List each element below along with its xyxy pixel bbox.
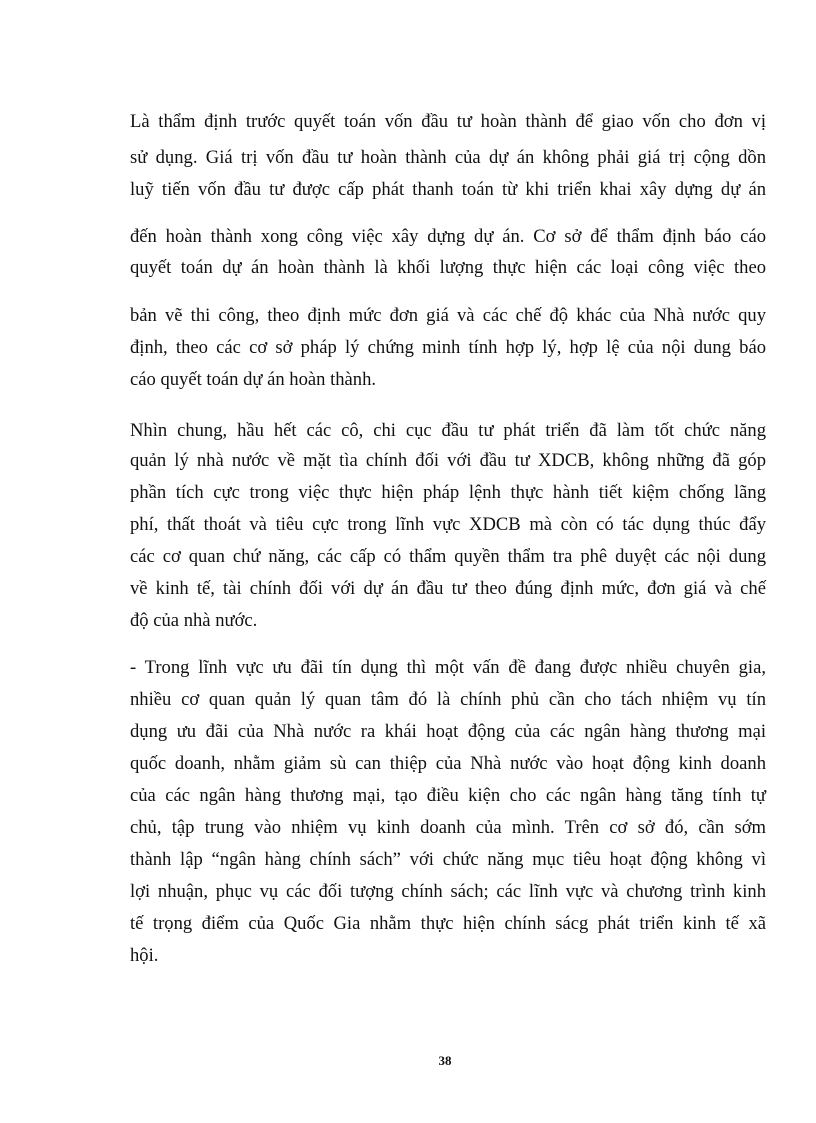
paragraph-3-line-7: thành lập “ngân hàng chính sách” với chức năng mục tiêu hoạt động không vì [130,849,766,870]
paragraph-1-line-5: quyết toán dự án hoàn thành là khối lượng thực hiện các loại công việc theo [130,257,766,278]
paragraph-3-line-1: - Trong lĩnh vực ưu đãi tín dụng thì một vấn đề đang được nhiều chuyên gia, [130,657,766,678]
paragraph-1-line-2: sử dụng. Giá trị vốn đầu tư hoàn thành của dự án không phải giá trị cộng dồn [130,147,766,168]
paragraph-3-line-2: nhiều cơ quan quản lý quan tâm đó là chính phủ cần cho tách nhiệm vụ tín [130,689,766,710]
paragraph-1-line-3: luỹ tiến vốn đầu tư được cấp phát thanh toán từ khi triển khai xây dựng dự án [130,179,766,200]
paragraph-2-line-1: Nhìn chung, hầu hết các cô, chi cục đầu tư phát triển đã làm tốt chức năng [130,420,766,441]
page-number: 38 [438,1053,452,1068]
paragraph-1-line-6: bản vẽ thi công, theo định mức đơn giá và các chế độ khác của Nhà nước quy [130,305,766,326]
paragraph-3-line-8: lợi nhuận, phục vụ các đối tượng chính sách; các lĩnh vực và chương trình kinh [130,881,766,902]
paragraph-2-line-3: phần tích cực trong việc thực hiện pháp lệnh thực hành tiết kiệm chống lãng [130,482,766,503]
paragraph-3-line-9: tế trọng điểm của Quốc Gia nhằm thực hiện chính sácg phát triển kinh tế xã [130,913,766,934]
paragraph-1-line-4: đến hoàn thành xong công việc xây dựng dự án. Cơ sở để thẩm định báo cáo [130,226,766,247]
paragraph-1-line-8: cáo quyết toán dự án hoàn thành. [130,369,377,390]
paragraph-3-line-3: dụng ưu đãi của Nhà nước ra khái hoạt động của các ngân hàng thương mại [130,721,766,742]
paragraph-2-line-5: các cơ quan chứ năng, các cấp có thẩm quyền thẩm tra phê duyệt các nội dung [130,546,766,567]
paragraph-3-line-6: chủ, tập trung vào nhiệm vụ kinh doanh của mình. Trên cơ sở đó, cần sớm [130,817,766,838]
paragraph-1-line-7: định, theo các cơ sở pháp lý chứng minh tính hợp lý, hợp lệ của nội dung báo [130,337,766,358]
paragraph-2-line-2: quản lý nhà nước về mặt tìa chính đối với đầu tư XDCB, không những đã góp [130,450,766,471]
paragraph-2-line-6: về kinh tế, tài chính đối với dự án đầu tư theo đúng định mức, đơn giá và chế [130,578,766,599]
paragraph-2-line-4: phí, thất thoát và tiêu cực trong lĩnh vực XDCB mà còn có tác dụng thúc đẩy [130,514,766,535]
paragraph-3-line-5: của các ngân hàng thương mại, tạo điều kiện cho các ngân hàng tăng tính tự [130,785,766,806]
paragraph-3-line-10: hội. [130,945,159,966]
paragraph-3-line-4: quốc doanh, nhằm giảm sù can thiệp của Nhà nước vào hoạt động kinh doanh [130,753,766,774]
paragraph-1-line-1: Là thẩm định trước quyết toán vốn đầu tư hoàn thành để giao vốn cho đơn vị [130,111,766,132]
paragraph-2-line-7: độ của nhà nước. [130,610,258,631]
